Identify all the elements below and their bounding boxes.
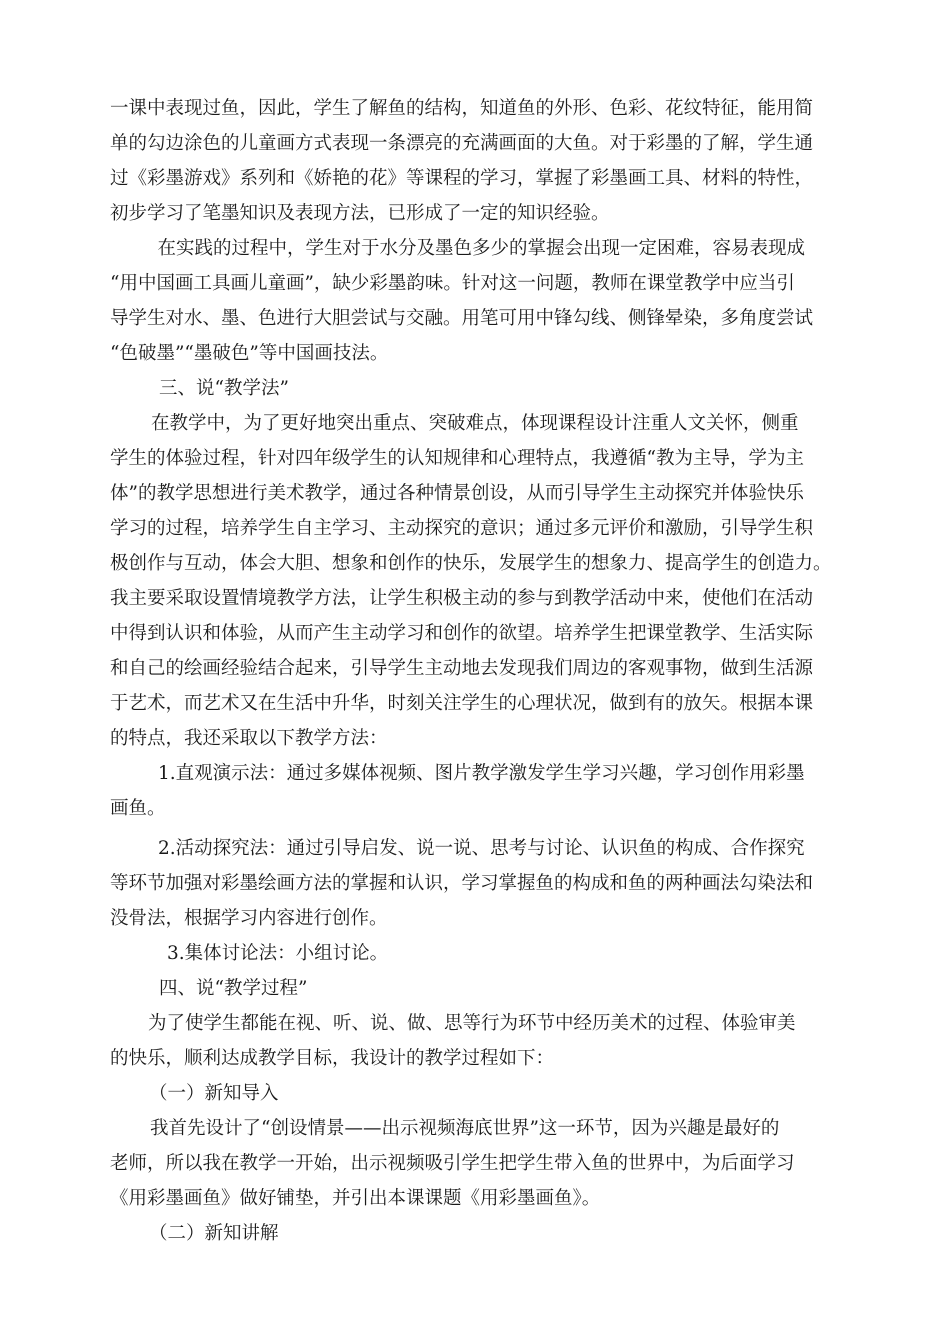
text-line: 导学生对水、墨、色进行大胆尝试与交融。用笔可用中锋勾线、侧锋晕染，多角度尝试 (110, 308, 814, 329)
text-line: 初步学习了笔墨知识及表现方法，已形成了一定的知识经验。 (110, 203, 610, 224)
text-line: 在实践的过程中，学生对于水分及墨色多少的掌握会出现一定困难，容易表现成 (139, 238, 806, 259)
text-line: 《用彩墨画鱼》做好铺垫，并引出本课课题《用彩墨画鱼》。 (110, 1188, 601, 1209)
text-line: 的特点，我还采取以下教学方法： (110, 728, 388, 749)
text-line: “用中国画工具画儿童画”，缺少彩墨韵味。针对这一问题，教师在课堂教学中应当引 (110, 273, 795, 294)
text-line: 等环节加强对彩墨绘画方法的掌握和认识，学习掌握鱼的构成和鱼的两种画法勾染法和 (110, 873, 814, 894)
list-item: 2.活动探究法：通过引导启发、说一说、思考与讨论、认识鱼的构成、合作探究 (158, 838, 805, 859)
text-line: 中得到认识和体验，从而产生主动学习和创作的欲望。培养学生把课堂教学、生活实际 (110, 623, 814, 644)
section-heading: 四、说“教学过程” (159, 978, 308, 999)
text-line: 极创作与互动，体会大胆、想象和创作的快乐，发展学生的想象力、提高学生的创造力。 (110, 553, 832, 574)
section-heading: 三、说“教学法” (159, 378, 289, 399)
list-item: 3.集体讨论法：小组讨论。 (167, 943, 389, 964)
text-line: 我主要采取设置情境教学方法，让学生积极主动的参与到教学活动中来，使他们在活动 (110, 588, 814, 609)
text-line: 一课中表现过鱼，因此，学生了解鱼的结构，知道鱼的外形、色彩、花纹特征，能用简 (110, 98, 814, 119)
text-line: 在教学中，为了更好地突出重点、突破难点，体现课程设计注重人文关怀，侧重 (151, 413, 799, 434)
text-line: 和自己的绘画经验结合起来，引导学生主动地去发现我们周边的客观事物，做到生活源 (110, 658, 814, 679)
text-line: 过《彩墨游戏》系列和《娇艳的花》等课程的学习，掌握了彩墨画工具、材料的特性， (110, 168, 814, 189)
text-line: 没骨法，根据学习内容进行创作。 (110, 908, 388, 929)
text-line: 学生的体验过程，针对四年级学生的认知规律和心理特点，我遵循“教为主导，学为主 (110, 448, 804, 469)
text-line: 单的勾边涂色的儿童画方式表现一条漂亮的充满画面的大鱼。对于彩墨的了解，学生通 (110, 133, 814, 154)
text-line: 老师，所以我在教学一开始，出示视频吸引学生把学生带入鱼的世界中，为后面学习 (110, 1153, 795, 1174)
text-line: 我首先设计了“创设情景——出示视频海底世界”这一环节，因为兴趣是最好的 (150, 1118, 780, 1139)
text-line: 画鱼。 (110, 798, 166, 819)
list-item: 1.直观演示法：通过多媒体视频、图片教学激发学生学习兴趣，学习创作用彩墨 (158, 763, 805, 784)
subsection-heading: （二）新知讲解 (149, 1223, 279, 1244)
text-line: “色破墨”“墨破色”等中国画技法。 (110, 343, 389, 364)
text-line: 的快乐，顺利达成教学目标，我设计的教学过程如下： (110, 1048, 555, 1069)
text-line: 于艺术，而艺术又在生活中升华，时刻关注学生的心理状况，做到有的放矢。根据本课 (110, 693, 814, 714)
subsection-heading: （一）新知导入 (149, 1083, 279, 1104)
text-line: 为了使学生都能在视、听、说、做、思等行为环节中经历美术的过程、体验审美 (148, 1013, 796, 1034)
text-line: 学习的过程，培养学生自主学习、主动探究的意识；通过多元评价和激励，引导学生积 (110, 518, 814, 539)
text-line: 体”的教学思想进行美术教学，通过各种情景创设，从而引导学生主动探究并体验快乐 (110, 483, 804, 504)
